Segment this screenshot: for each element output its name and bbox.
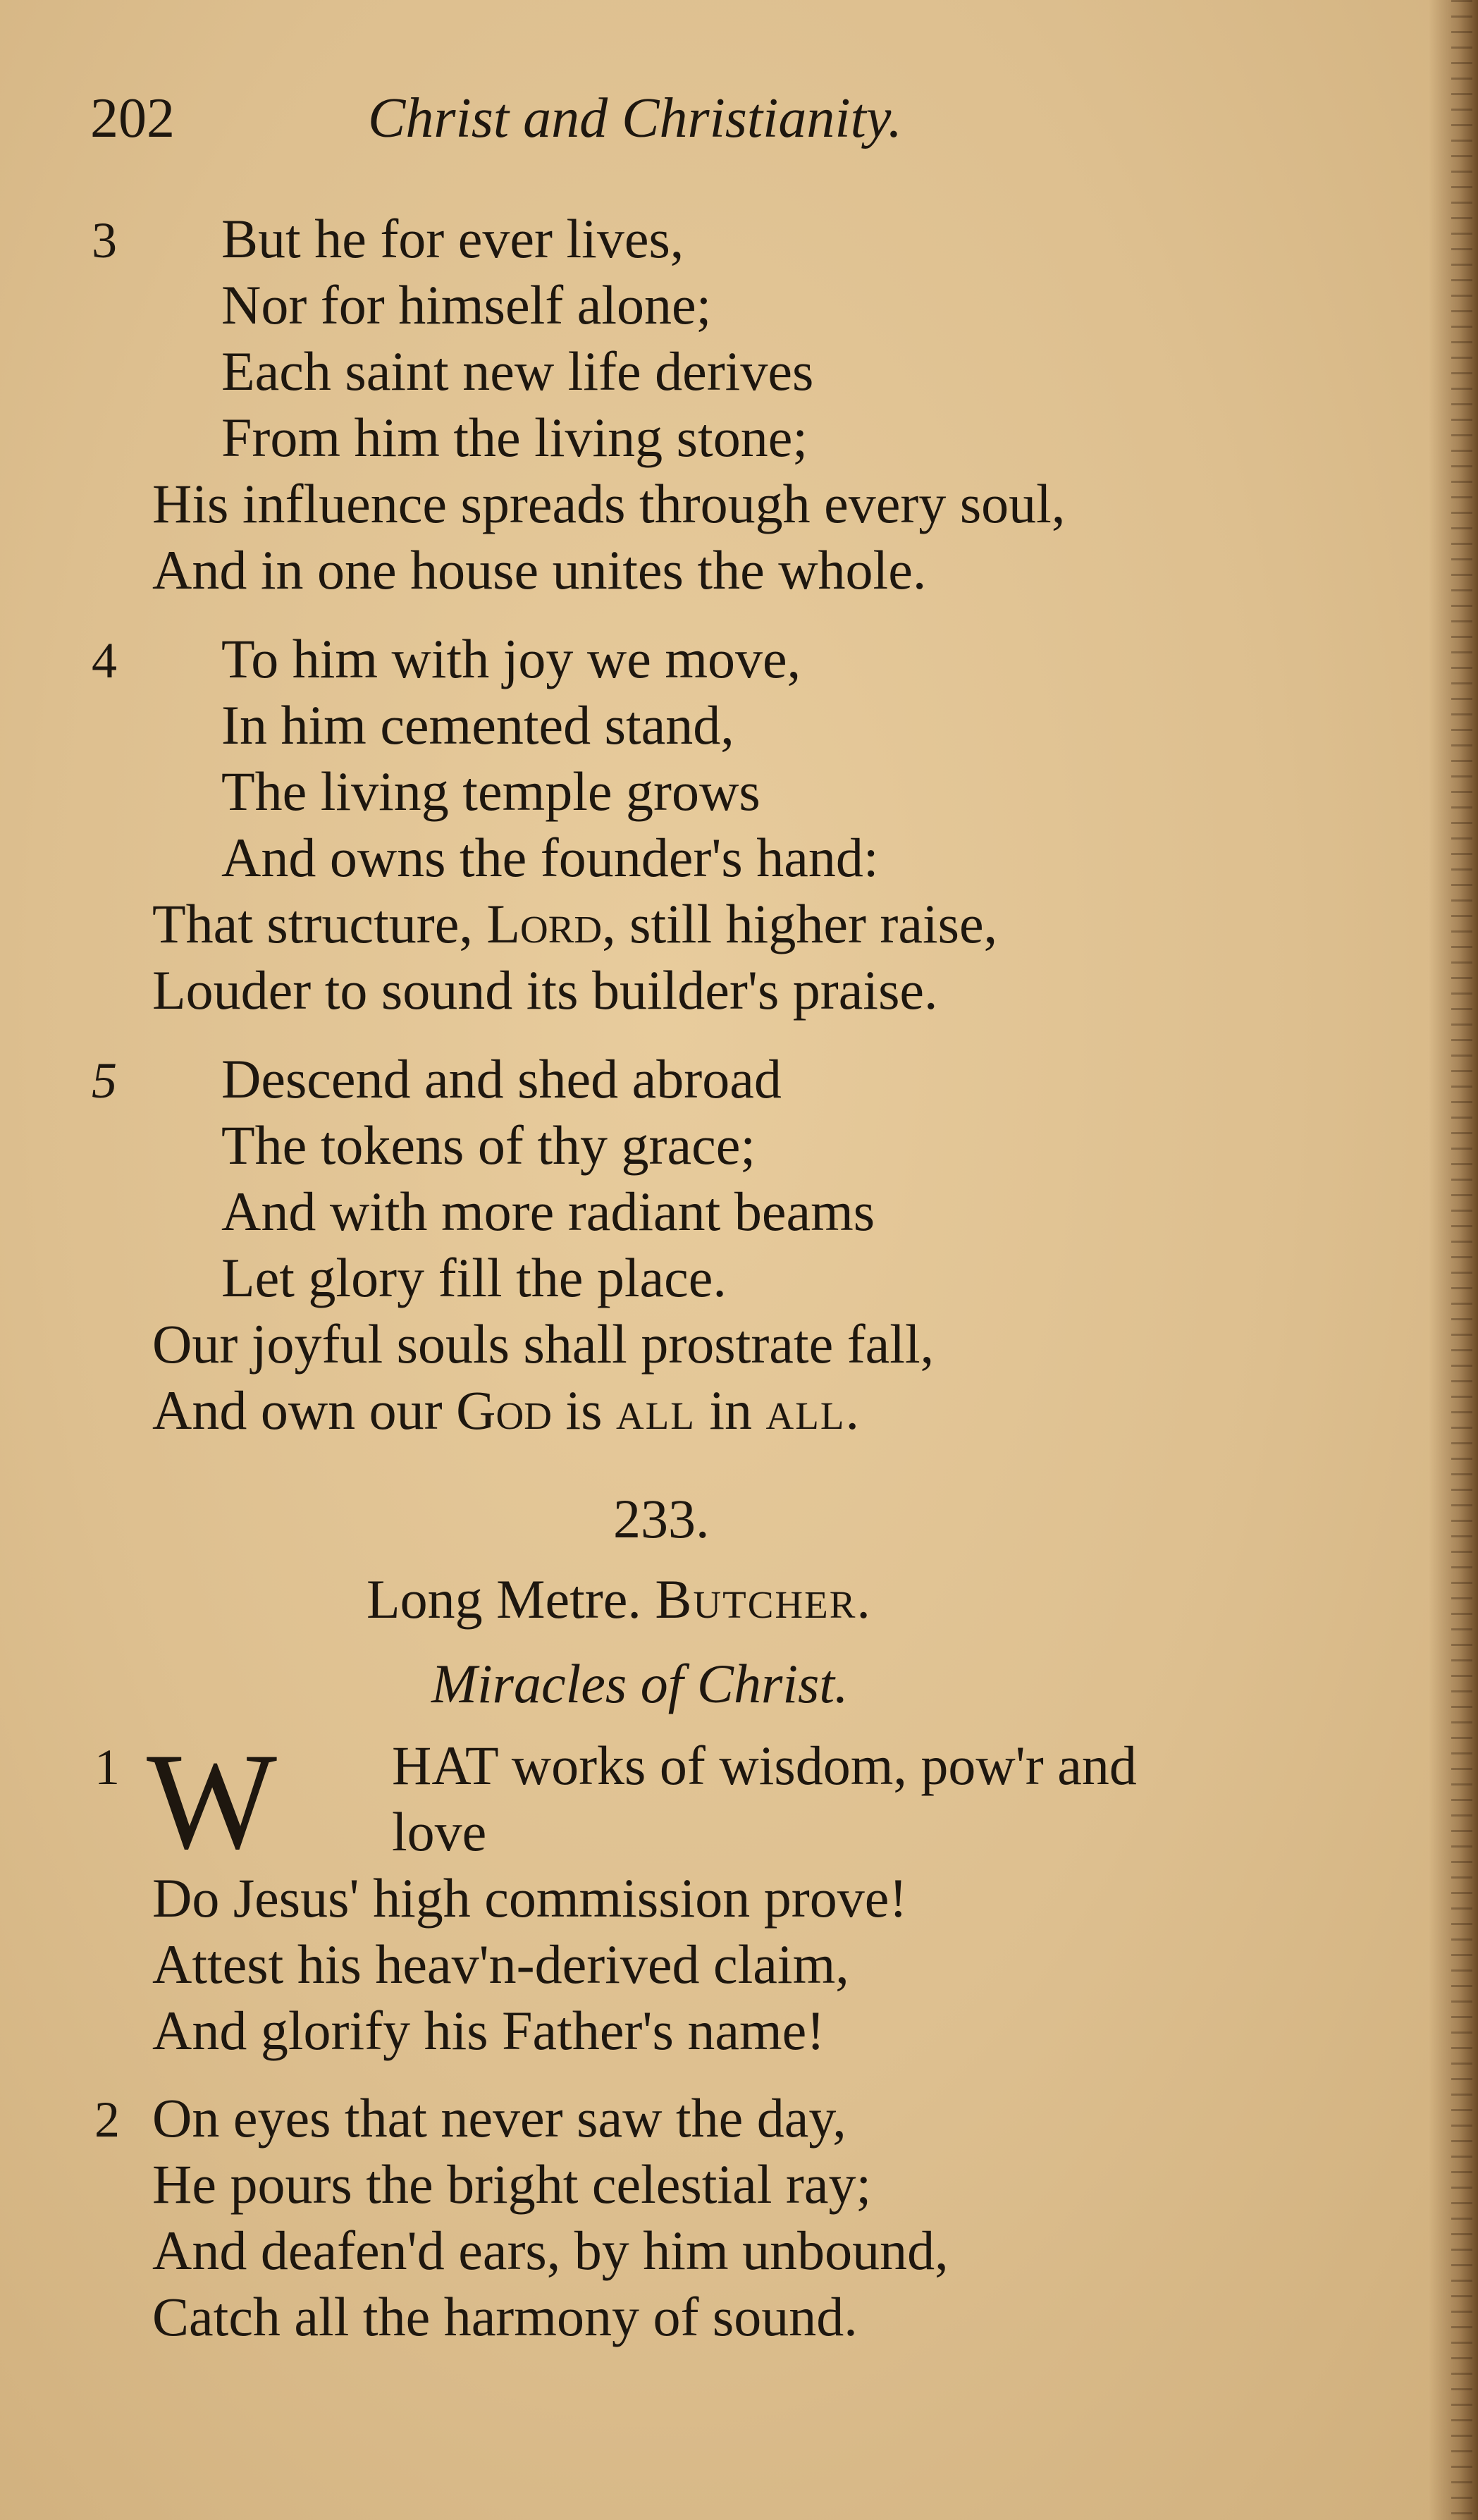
stanza-line: On eyes that never saw the day, <box>152 2087 846 2149</box>
stanza-line: Do Jesus' high commission prove! <box>152 1867 908 1929</box>
stanza-line: And deafen'd ears, by him unbound, <box>152 2220 949 2281</box>
stanza-line: HAT works of wisdom, pow'r and <box>392 1735 1137 1796</box>
stanza-number: 5 <box>92 1052 117 1109</box>
small-caps-lord: Lord <box>486 893 603 954</box>
stanza-line: But he for ever lives, <box>221 208 684 269</box>
hymn-number: 233. <box>613 1488 710 1549</box>
stanza-line: The tokens of thy grace; <box>221 1114 756 1176</box>
stanza-line: Nor for himself alone; <box>221 274 712 336</box>
stanza-line: In him cemented stand, <box>221 694 734 756</box>
drop-cap: W <box>147 1725 277 1878</box>
page-edge-texture <box>1451 0 1472 2520</box>
hymn-subject: Miracles of Christ. <box>431 1653 849 1714</box>
stanza-line: And owns the founder's hand: <box>221 827 879 888</box>
running-title: Christ and Christianity. <box>368 87 902 149</box>
stanza-line: And in one house unites the whole. <box>152 539 927 601</box>
stanza-number: 2 <box>94 2091 120 2148</box>
stanza-line: Let glory fill the place. <box>221 1247 727 1308</box>
stanza-line: Catch all the harmony of sound. <box>152 2286 858 2347</box>
small-caps-god: God <box>456 1379 552 1441</box>
stanza-line: The living temple grows <box>221 761 760 822</box>
stanza-line: From him the living stone; <box>221 407 808 468</box>
stanza-number: 1 <box>94 1739 120 1795</box>
stanza-line: Our joyful souls shall prostrate fall, <box>152 1313 935 1375</box>
stanza-line: And with more radiant beams <box>221 1181 875 1242</box>
stanza-line: His influence spreads through every soul, <box>152 473 1066 534</box>
stanza-number: 3 <box>92 212 117 269</box>
stanza-line: Descend and shed abroad <box>221 1048 782 1110</box>
stanza-line: He pours the bright celestial ray; <box>152 2153 872 2215</box>
stanza-line: To him with joy we move, <box>221 628 801 689</box>
stanza-line: Louder to sound its builder's praise. <box>152 959 938 1021</box>
stanza-number: 4 <box>92 632 117 689</box>
hymn-metre: Long Metre. Butcher. <box>367 1568 872 1630</box>
stanza-line: That structure, Lord, still higher raise, <box>152 893 998 954</box>
hymn-author: Butcher. <box>655 1568 872 1630</box>
stanza-line: love <box>392 1801 487 1862</box>
page-number: 202 <box>90 87 175 149</box>
stanza-line: And glorify his Father's name! <box>152 2000 825 2061</box>
stanza-line: And own our God is all in all. <box>152 1379 859 1441</box>
stanza-line: Attest his heav'n-derived claim, <box>152 1934 849 1995</box>
stanza-line: Each saint new life derives <box>221 340 814 402</box>
small-caps-all: all <box>765 1379 846 1441</box>
small-caps-all: all <box>615 1379 696 1441</box>
